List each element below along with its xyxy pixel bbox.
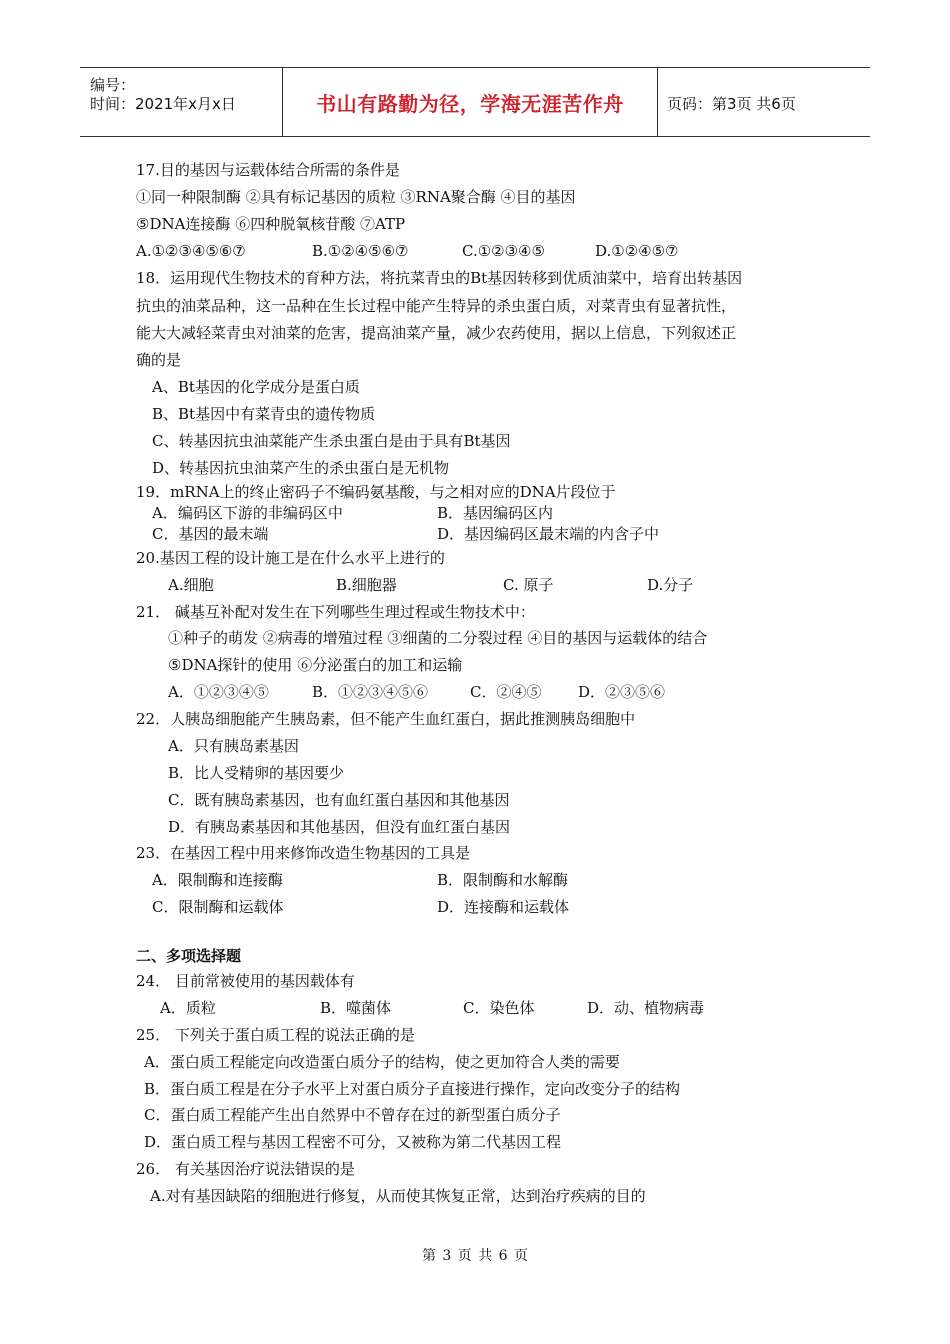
q18-option-b: B、Bt基因中有菜青虫的遗传物质 [152,405,376,423]
q20-option-d: D.分子 [647,576,694,594]
q21-option-d: D．②③⑤⑥ [578,683,666,701]
q20-option-c: C. 原子 [503,576,554,594]
q17-stem: 17.目的基因与运载体结合所需的条件是 [136,161,400,179]
motto: 书山有路勤为径，学海无涯苦作舟 [316,92,624,116]
q21-option-c: C．②④⑤ [470,683,542,701]
q18-line-2: 抗虫的油菜品种，这一品种在生长过程中能产生特异的杀虫蛋白质，对菜青虫有显著抗性， [136,297,737,315]
q23-stem: 23．在基因工程中用来修饰改造生物基因的工具是 [136,844,471,862]
q17-items-2: ⑤DNA连接酶 ⑥四种脱氧核苷酸 ⑦ATP [136,215,406,233]
q22-stem: 22．人胰岛细胞能产生胰岛素，但不能产生血红蛋白，据此推测胰岛细胞中 [136,710,636,728]
page-footer [0,1245,950,1265]
q17-option-b: B.①②④⑤⑥⑦ [312,242,409,260]
q25-option-d: D．蛋白质工程与基因工程密不可分，又被称为第二代基因工程 [144,1133,562,1151]
q20-option-b: B.细胞器 [336,576,397,594]
footer-gong: 共 [478,1248,493,1264]
q17-option-a: A.①②③④⑤⑥⑦ [136,242,246,260]
footer-ye2: 页 [514,1248,529,1264]
q26-option-a: A.对有基因缺陷的细胞进行修复，从而使其恢复正常，达到治疗疾病的目的 [150,1187,646,1205]
q23-option-c: C．限制酶和运载体 [152,898,284,916]
q21-option-b: B．①②③④⑤⑥ [312,683,429,701]
q18-option-d: D、转基因抗虫油菜产生的杀虫蛋白是无机物 [152,459,450,477]
q23-option-a: A．限制酶和连接酶 [152,871,283,889]
q17-option-c: C.①②③④⑤ [462,242,545,260]
footer-ye: 页 [457,1248,472,1264]
q19-option-a: A．编码区下游的非编码区中 [152,504,343,522]
q21-option-a: A．①②③④⑤ [168,683,269,701]
page-header [80,67,870,137]
q17-items-1: ①同一种限制酶 ②具有标记基因的质粒 ③RNA聚合酶 ④目的基因 [136,188,576,206]
header-info-cell [80,68,282,136]
q19-stem: 19．mRNA上的终止密码子不编码氨基酸，与之相对应的DNA片段位于 [136,483,616,501]
q18-line-1: 18．运用现代生物技术的育种方法，将抗菜青虫的Bt基因转移到优质油菜中，培育出转基因 [136,269,743,287]
q22-option-b: B．比人受精卵的基因要少 [168,764,345,782]
q18-option-c: C、转基因抗虫油菜能产生杀虫蛋白是由于具有Bt基因 [152,432,511,450]
q24-option-d: D．动、植物病毒 [587,999,705,1017]
footer-page-number: 3 [442,1248,452,1264]
q19-option-c: C．基因的最末端 [152,525,269,543]
q24-stem: 24． 目前常被使用的基因载体有 [136,972,355,990]
q21-items-1: ①种子的萌发 ②病毒的增殖过程 ③细菌的二分裂过程 ④目的基因与运载体的结合 [168,629,708,647]
q21-items-2: ⑤DNA探针的使用 ⑥分泌蛋白的加工和运输 [168,656,463,674]
q23-option-d: D．连接酶和运载体 [437,898,570,916]
q22-option-d: D．有胰岛素基因和其他基因，但没有血红蛋白基因 [168,818,511,836]
time-label: 时间：2021年x月x日 [90,95,236,113]
q18-line-4: 确的是 [136,351,182,369]
q20-stem: 20.基因工程的设计施工是在什么水平上进行的 [136,549,445,567]
number-label: 编号： [90,76,136,94]
q21-stem: 21． 碱基互补配对发生在下列哪些生理过程或生物技术中： [136,603,535,621]
q26-stem: 26． 有关基因治疗说法错误的是 [136,1160,355,1178]
q25-option-a: A．蛋白质工程能定向改造蛋白质分子的结构，使之更加符合人类的需要 [144,1053,620,1071]
section-title: 二、多项选择题 [136,947,242,965]
q18-line-3: 能大大减轻菜青虫对油菜的危害，提高油菜产量，减少农药使用，据以上信息，下列叙述正 [136,324,737,342]
page-label: 页码：第3页 共6页 [667,95,796,113]
footer-total-pages: 6 [498,1248,508,1264]
q22-option-c: C．既有胰岛素基因，也有血红蛋白基因和其他基因 [168,791,510,809]
footer-di: 第 [421,1248,436,1264]
q25-option-c: C．蛋白质工程能产生出自然界中不曾存在过的新型蛋白质分子 [144,1106,561,1124]
q25-stem: 25． 下列关于蛋白质工程的说法正确的是 [136,1026,415,1044]
q22-option-a: A．只有胰岛素基因 [168,737,299,755]
q24-option-a: A．质粒 [160,999,216,1017]
q17-option-d: D.①②④⑤⑦ [595,242,679,260]
header-page-cell [657,68,870,136]
q24-option-b: B．噬菌体 [320,999,392,1017]
q19-option-b: B．基因编码区内 [437,504,554,522]
header-motto-cell [282,68,658,136]
q23-option-b: B．限制酶和水解酶 [437,871,569,889]
q25-option-b: B．蛋白质工程是在分子水平上对蛋白质分子直接进行操作，定向改变分子的结构 [144,1080,681,1098]
q24-option-c: C．染色体 [463,999,535,1017]
q20-option-a: A.细胞 [168,576,214,594]
q18-option-a: A、Bt基因的化学成分是蛋白质 [152,378,360,396]
q19-option-d: D．基因编码区最末端的内含子中 [437,525,660,543]
